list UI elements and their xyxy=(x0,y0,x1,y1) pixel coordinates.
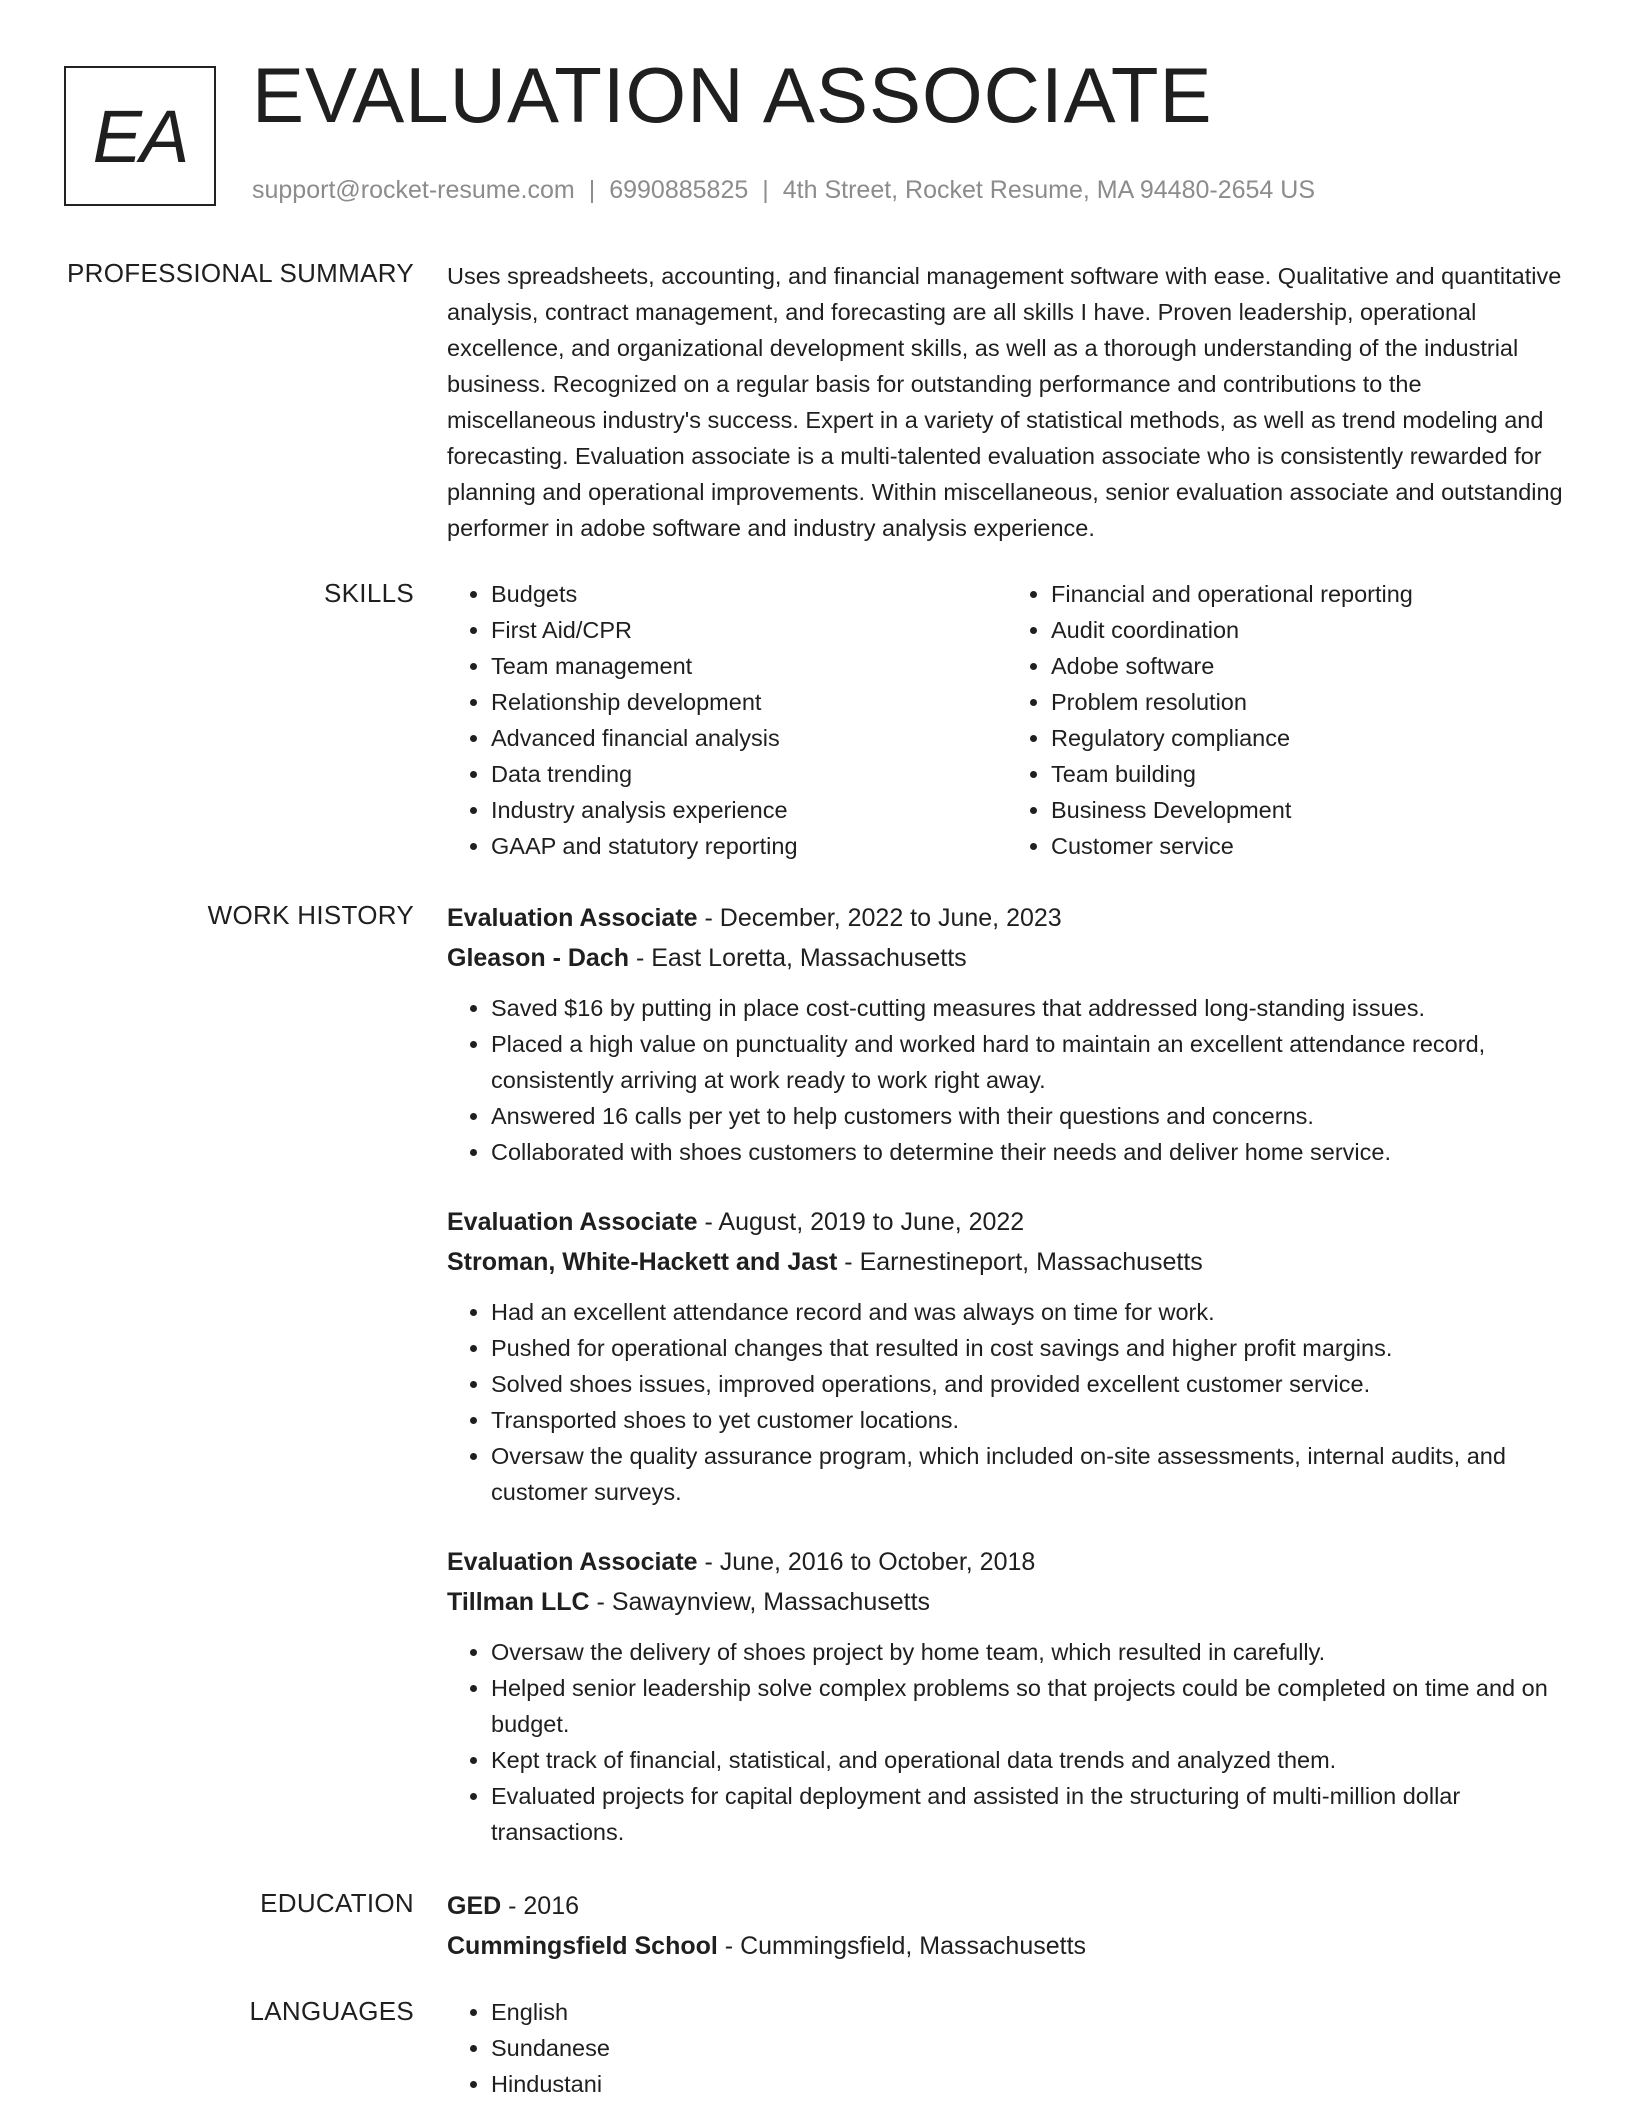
skill-item: • Data trending xyxy=(491,756,1007,792)
job-company-line xyxy=(447,1582,1567,1622)
education-entry xyxy=(447,1886,1567,1978)
skill-item: • Adobe software xyxy=(1051,648,1567,684)
job-bullet: • Kept track of financial, statistical, and operational data trends and analyzed them. xyxy=(491,1742,1567,1778)
contact-line xyxy=(252,176,1315,205)
contact-separator: | xyxy=(762,176,769,204)
job-bullet: • Solved shoes issues, improved operations, and provided excellent customer service. xyxy=(491,1366,1567,1402)
job-entry xyxy=(447,1202,1567,1510)
job-title: Evaluation Associate xyxy=(447,1548,698,1576)
education-school: Cummingsfield School xyxy=(447,1932,718,1960)
job-bullet: • Placed a high value on punctuality and worked hard to maintain an excellent attendance record, consistently arriving at work ready to work right away. xyxy=(491,1026,1567,1098)
job-dates: - August, 2019 to June, 2022 xyxy=(697,1208,1025,1236)
skills-list-left xyxy=(447,576,1007,864)
job-bullet: • Collaborated with shoes customers to determine their needs and deliver home service. xyxy=(491,1134,1567,1170)
jobs-list xyxy=(447,898,1567,1882)
education-year: - 2016 xyxy=(501,1892,580,1920)
job-company: Tillman LLC xyxy=(447,1588,590,1616)
skills-grid xyxy=(447,576,1567,864)
skills-list-right xyxy=(1007,576,1567,864)
contact-separator: | xyxy=(588,176,596,204)
skill-item: • Team management xyxy=(491,648,1007,684)
job-company-line xyxy=(447,1242,1567,1282)
job-location: - Earnestineport, Massachusetts xyxy=(837,1248,1203,1276)
job-bullet: • Answered 16 calls per yet to help customers with their questions and concerns. xyxy=(491,1098,1567,1134)
education-school-line xyxy=(447,1926,1567,1966)
contact-phone: 6990885825 xyxy=(609,176,749,204)
job-company: Stroman, White-Hackett and Jast xyxy=(447,1248,838,1276)
job-title: Evaluation Associate xyxy=(447,1208,698,1236)
skill-item: • Advanced financial analysis xyxy=(491,720,1007,756)
job-bullet: • Had an excellent attendance record and was always on time for work. xyxy=(491,1294,1567,1330)
job-bullet: • Pushed for operational changes that resulted in cost savings and higher profit margins. xyxy=(491,1330,1567,1366)
education-location: - Cummingsfield, Massachusetts xyxy=(717,1932,1087,1960)
section-label-skills: SKILLS xyxy=(324,578,414,608)
education-degree-line xyxy=(447,1886,1567,1926)
skill-item: • Business Development xyxy=(1051,792,1567,828)
job-bullet: • Saved $16 by putting in place cost-cutting measures that addressed long-standing issues. xyxy=(491,990,1567,1026)
job-bullets xyxy=(447,1634,1567,1850)
contact-email: support@rocket-resume.com xyxy=(252,176,575,204)
language-item: • English xyxy=(491,1994,1567,2030)
job-title-line xyxy=(447,898,1567,938)
job-bullet: • Evaluated projects for capital deployment and assisted in the structuring of multi-million dollar transactions. xyxy=(491,1778,1567,1850)
job-bullets xyxy=(447,990,1567,1170)
job-entry xyxy=(447,1542,1567,1850)
job-entry xyxy=(447,898,1567,1170)
skill-item: • Industry analysis experience xyxy=(491,792,1007,828)
skill-item: • First Aid/CPR xyxy=(491,612,1007,648)
summary-text: Uses spreadsheets, accounting, and financial management software with ease. Qualitative and quantitative analysis, contract management, and forecasting are all skills I have. Proven leadership, operational excellence, and organizational development skills, as well as a thorough understanding of the industrial business. Recognized on a regular basis for outstanding performance and contributions to the miscellaneous industry's success. Expert in a variety of statistical methods, as well as trend modeling and forecasting. Evaluation associate is a multi-talented evaluation associate who is consistently rewarded for planning and operational improvements. Within miscellaneous, senior evaluation associate and outstanding performer in adobe software and industry analysis experience. xyxy=(447,263,1563,541)
job-dates: - December, 2022 to June, 2023 xyxy=(697,904,1062,932)
skill-item: • Budgets xyxy=(491,576,1007,612)
skill-item: • Regulatory compliance xyxy=(1051,720,1567,756)
language-item: • Sundanese xyxy=(491,2030,1567,2066)
page-title: EVALUATION ASSOCIATE xyxy=(252,51,1213,139)
job-title: Evaluation Associate xyxy=(447,904,698,932)
section-label-summary: PROFESSIONAL SUMMARY xyxy=(67,258,414,288)
section-label-education: EDUCATION xyxy=(260,1888,414,1918)
job-location: - East Loretta, Massachusetts xyxy=(629,944,967,972)
job-title-line xyxy=(447,1542,1567,1582)
job-bullet: • Helped senior leadership solve complex problems so that projects could be completed on time and on budget. xyxy=(491,1670,1567,1742)
job-title-line xyxy=(447,1202,1567,1242)
job-bullet: • Transported shoes to yet customer locations. xyxy=(491,1402,1567,1438)
section-label-languages: LANGUAGES xyxy=(249,1996,414,2026)
skill-item: • Financial and operational reporting xyxy=(1051,576,1567,612)
skill-item: • Customer service xyxy=(1051,828,1567,864)
skill-item: • Relationship development xyxy=(491,684,1007,720)
monogram-logo: EA xyxy=(64,66,216,206)
skill-item: • Team building xyxy=(1051,756,1567,792)
job-company-line xyxy=(447,938,1567,978)
contact-address: 4th Street, Rocket Resume, MA 94480-2654 US xyxy=(782,176,1315,204)
job-location: - Sawaynview, Massachusetts xyxy=(589,1588,931,1616)
job-bullets xyxy=(447,1294,1567,1510)
job-dates: - June, 2016 to October, 2018 xyxy=(697,1548,1036,1576)
job-bullet: • Oversaw the delivery of shoes project by home team, which resulted in carefully. xyxy=(491,1634,1567,1670)
languages-body xyxy=(447,1994,1567,2102)
job-bullet: • Oversaw the quality assurance program, which included on-site assessments, internal audits, and customer surveys. xyxy=(491,1438,1567,1510)
language-item: • Hindustani xyxy=(491,2066,1567,2102)
skill-item: • Problem resolution xyxy=(1051,684,1567,720)
section-label-work-history: WORK HISTORY xyxy=(207,900,414,930)
job-company: Gleason - Dach xyxy=(447,944,629,972)
languages-list xyxy=(447,1994,1567,2102)
education-degree: GED xyxy=(447,1892,502,1920)
skill-item: • GAAP and statutory reporting xyxy=(491,828,1007,864)
skill-item: • Audit coordination xyxy=(1051,612,1567,648)
